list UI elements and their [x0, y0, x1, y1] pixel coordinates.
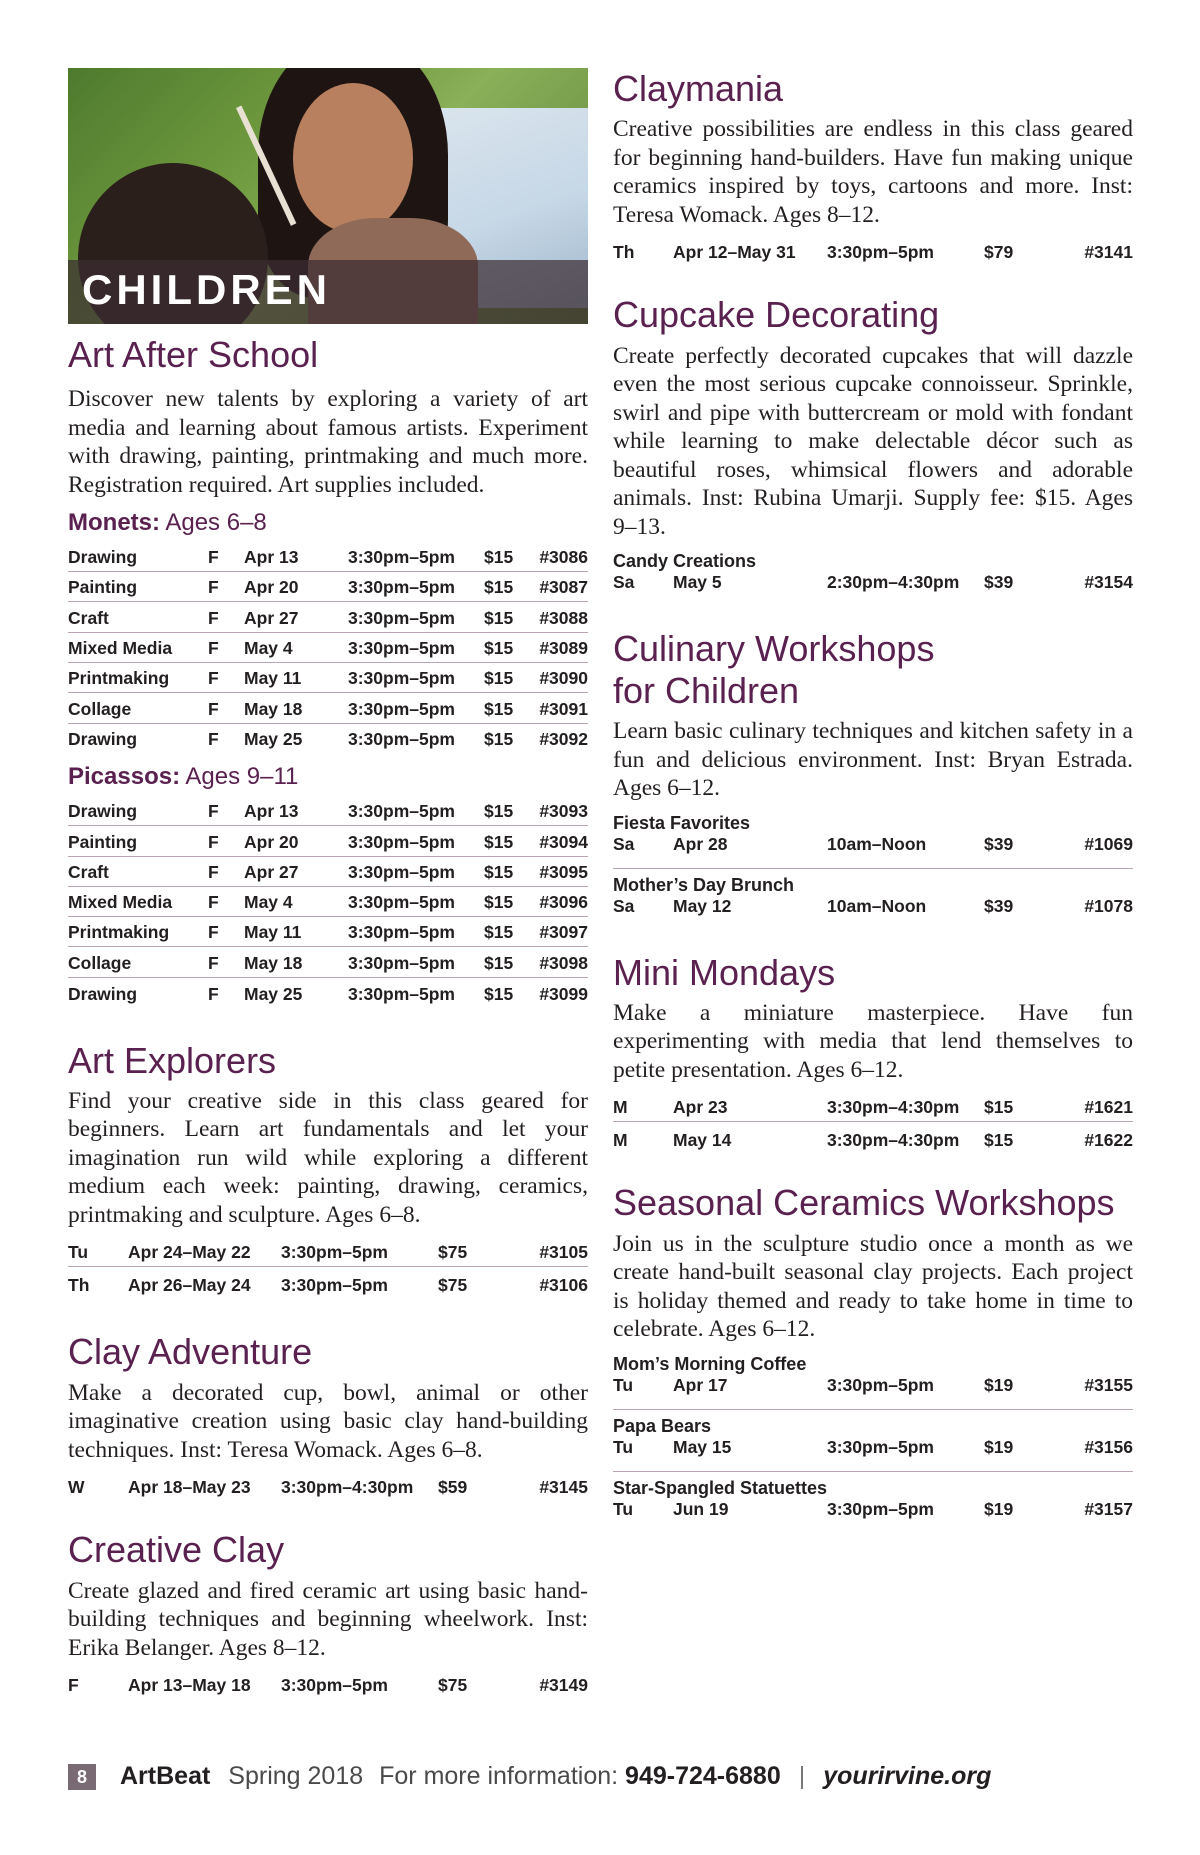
course-number: #3157: [1084, 1498, 1133, 1519]
class-title: Creative Clay: [68, 1529, 285, 1571]
session-fee: $19: [984, 1498, 1014, 1519]
clay-adventure-section: [68, 1331, 588, 1501]
session-fee: $15: [484, 723, 532, 753]
session-day: F: [208, 693, 244, 723]
class-description: Make a miniature masterpiece. Have fun experimenting with media that lend themselves to petite presentation. Ages 6–12.: [613, 999, 1133, 1083]
children-hero-photo: [68, 68, 588, 324]
session-day: F: [68, 1675, 79, 1696]
workshop-schedule: [613, 896, 1133, 920]
course-number: #3149: [539, 1675, 588, 1696]
schedule-row: [613, 834, 1133, 858]
course-number: #3155: [1084, 1374, 1133, 1395]
session-date: Jun 19: [673, 1498, 729, 1519]
session-day: Sa: [613, 833, 635, 854]
session-time: 3:30pm–5pm: [827, 242, 934, 263]
left-column: [68, 68, 588, 1699]
course-number: #1069: [1084, 833, 1133, 854]
session-fee: $15: [484, 947, 532, 977]
claymania-section: [613, 68, 1133, 266]
session-date: Apr 13: [244, 547, 299, 568]
class-description: Join us in the sculpture studio once a month as we create hand-built seasonal clay projects. Each project is holiday themed and ready to take home in time to celebrate. Ages 6–12.: [613, 1230, 1133, 1343]
session-time: 3:30pm–5pm: [827, 1498, 934, 1519]
course-number: #3095: [532, 856, 588, 886]
class-title: Culinary Workshops for Children: [613, 628, 935, 711]
group-heading-picassos: Picassos: Ages 9–11: [68, 763, 299, 791]
session-topic: Mixed Media: [68, 632, 208, 662]
session-fee: $15: [984, 1121, 1070, 1154]
class-description: Creative possibilities are endless in this class geared for beginning hand-builders. Have fun making unique ceramics inspired by toys, cartoons and more. Inst: Teresa Womack. Ages 8–12.: [613, 116, 1133, 228]
schedule-row: [68, 1233, 588, 1266]
session-fee: $59: [438, 1477, 468, 1498]
session-fee: $15: [484, 856, 532, 886]
footer-divider: |: [798, 1762, 806, 1790]
session-day: M: [613, 1121, 673, 1154]
schedule-row: [613, 1121, 1133, 1154]
session-time: 3:30pm–5pm: [827, 1374, 934, 1395]
session-day: F: [208, 977, 244, 1007]
right-column: [613, 68, 1133, 1523]
class-title: Seasonal Ceramics Workshops: [613, 1182, 1115, 1224]
phone-number: 949-724-6880: [625, 1762, 781, 1790]
picassos-schedule-table: [68, 795, 588, 1007]
section-banner-label: CHILDREN: [82, 266, 331, 313]
session-time: 3:30pm–5pm: [348, 856, 484, 886]
session-date: May 11: [244, 663, 348, 693]
session-date: Apr 20: [244, 572, 348, 602]
class-description: Create perfectly decorated cupcakes that will dazzle even the most serious cupcake connoisseur. Sprinkle, swirl and pipe with buttercream or mold with fondant while learning to make delectable décor such as beautiful roses, whimsical flowers and adorable animals. Inst: Rubina Umarji. Supply fee: $15. Ages 9–13.: [613, 342, 1133, 540]
session-fee: $15: [484, 693, 532, 723]
workshop-name: Mom’s Morning Coffee: [613, 1353, 807, 1374]
schedule-row: [68, 541, 588, 571]
session-date: Apr 28: [673, 833, 728, 854]
session-time: 3:30pm–5pm: [281, 1266, 438, 1299]
session-fee: $15: [484, 886, 532, 916]
session-date: Apr 13–May 18: [128, 1675, 251, 1696]
session-fee: $15: [484, 663, 532, 693]
session-topic: Printmaking: [68, 663, 208, 693]
seasonal-entries: [613, 1354, 1133, 1523]
schedule-row: [68, 723, 588, 753]
workshop-schedule: [613, 1375, 1133, 1399]
mini-mondays-schedule-table: [613, 1088, 1133, 1154]
art-after-school-section: [68, 334, 588, 1008]
session-time: 3:30pm–4:30pm: [827, 1121, 984, 1154]
session-time: 2:30pm–4:30pm: [827, 572, 960, 593]
session-day: Tu: [613, 1436, 634, 1457]
course-number: #3141: [1084, 242, 1133, 263]
session-date: May 4: [244, 632, 348, 662]
session-time: 3:30pm–5pm: [348, 801, 455, 822]
course-number: #3105: [539, 1241, 588, 1262]
workshop-name: Fiesta Favorites: [613, 812, 751, 833]
session-date: Apr 24–May 22: [128, 1241, 251, 1262]
course-number: #1078: [1084, 895, 1133, 916]
session-day: F: [208, 917, 244, 947]
session-time: 3:30pm–4:30pm: [827, 1096, 960, 1117]
session-date: May 12: [673, 895, 732, 916]
course-number: #3154: [1084, 572, 1133, 593]
class-description: Learn basic culinary techniques and kitchen safety in a fun and delicious environment. Inst: Bryan Estrada. Ages 6–12.: [613, 718, 1133, 802]
session-time: 3:30pm–5pm: [348, 723, 484, 753]
session-time: 3:30pm–5pm: [348, 977, 484, 1007]
session-day: Th: [613, 242, 635, 263]
session-date: Apr 27: [244, 602, 348, 632]
clay-adventure-schedule-table: [68, 1468, 588, 1501]
session-date: May 11: [244, 917, 348, 947]
schedule-row: [68, 1468, 588, 1501]
session-date: Apr 12–May 31: [673, 242, 796, 263]
session-topic: Collage: [68, 693, 208, 723]
session-date: May 18: [244, 947, 348, 977]
workshop-schedule: [613, 1499, 1133, 1523]
course-number: #3092: [532, 723, 588, 753]
session-time: 3:30pm–5pm: [281, 1241, 388, 1262]
course-number: #3145: [539, 1477, 588, 1498]
schedule-row: [68, 886, 588, 916]
workshop-name: Candy Creations: [613, 551, 757, 572]
session-fee: $19: [984, 1374, 1014, 1395]
course-number: #3091: [532, 693, 588, 723]
art-explorers-schedule-table: [68, 1233, 588, 1299]
group-heading-monets: Monets: Ages 6–8: [68, 509, 267, 537]
publication-name: ArtBeat: [120, 1762, 211, 1790]
session-topic: Drawing: [68, 801, 138, 822]
session-time: 3:30pm–5pm: [348, 917, 484, 947]
creative-clay-section: [68, 1529, 588, 1699]
session-date: Apr 13: [244, 801, 299, 822]
session-day: Tu: [613, 1374, 634, 1395]
class-description: Discover new talents by exploring a variety of art media and learning about famous artists. Experiment with drawing, painting, printmaking and much more. Registration required. Art supplies included.: [68, 386, 588, 498]
website-link[interactable]: yourirvine.org: [823, 1762, 992, 1790]
course-number: #3096: [532, 886, 588, 916]
mini-mondays-section: [613, 952, 1133, 1155]
session-fee: $75: [438, 1241, 468, 1262]
session-fee: $15: [984, 1096, 1014, 1117]
course-number: #3156: [1084, 1436, 1133, 1457]
session-fee: $15: [484, 602, 532, 632]
class-title: Art Explorers: [68, 1039, 277, 1081]
session-date: May 4: [244, 886, 348, 916]
session-time: 3:30pm–5pm: [348, 547, 455, 568]
class-description: Find your creative side in this class geared for beginners. Learn art fundamentals and let your imagination run wild while exploring a different medium each week: painting, drawing, ceramics, printmaking and sculpture. Ages 6–8.: [68, 1087, 588, 1228]
schedule-row: [68, 1666, 588, 1699]
session-day: Sa: [613, 572, 635, 593]
session-date: Apr 26–May 24: [128, 1266, 281, 1299]
session-topic: Printmaking: [68, 917, 208, 947]
creative-clay-schedule-table: [68, 1666, 588, 1699]
session-time: 3:30pm–5pm: [348, 947, 484, 977]
session-fee: $15: [484, 632, 532, 662]
session-day: W: [68, 1477, 85, 1498]
session-day: Tu: [613, 1498, 634, 1519]
session-day: F: [208, 801, 219, 822]
course-number: #3088: [532, 602, 588, 632]
session-day: F: [208, 632, 244, 662]
session-day: F: [208, 826, 244, 856]
session-day: Sa: [613, 895, 635, 916]
schedule-row: [68, 1266, 588, 1299]
culinary-workshops-section: [613, 628, 1133, 919]
session-fee: $39: [984, 895, 1014, 916]
session-fee: $15: [484, 917, 532, 947]
schedule-row: [613, 233, 1133, 266]
monets-schedule-table: [68, 541, 588, 753]
schedule-row: [68, 632, 588, 662]
course-number: #3106: [523, 1266, 588, 1299]
course-number: #1622: [1070, 1121, 1133, 1154]
session-day: F: [208, 723, 244, 753]
session-day: F: [208, 856, 244, 886]
session-topic: Drawing: [68, 723, 208, 753]
session-fee: $19: [984, 1436, 1014, 1457]
course-number: #3094: [532, 826, 588, 856]
class-title: Mini Mondays: [613, 951, 836, 993]
session-date: Apr 20: [244, 826, 348, 856]
session-topic: Collage: [68, 947, 208, 977]
course-number: #3089: [532, 632, 588, 662]
session-time: 3:30pm–5pm: [348, 572, 484, 602]
schedule-row: [68, 856, 588, 886]
session-topic: Craft: [68, 856, 208, 886]
schedule-row: [613, 896, 1133, 920]
session-date: May 18: [244, 693, 348, 723]
schedule-row: [68, 947, 588, 977]
schedule-row: [68, 693, 588, 723]
class-title: Claymania: [613, 68, 784, 109]
schedule-row: [613, 1437, 1133, 1461]
session-date: May 14: [673, 1121, 827, 1154]
session-fee: $39: [984, 833, 1014, 854]
session-day: F: [208, 602, 244, 632]
class-title: Cupcake Decorating: [613, 294, 940, 336]
schedule-row: [613, 1375, 1133, 1399]
claymania-schedule-table: [613, 233, 1133, 266]
culinary-entries: [613, 813, 1133, 920]
session-date: May 25: [244, 723, 348, 753]
session-fee: $15: [484, 572, 532, 602]
cupcake-decorating-section: [613, 294, 1133, 596]
session-time: 3:30pm–5pm: [348, 826, 484, 856]
session-fee: $39: [984, 572, 1014, 593]
session-time: 3:30pm–4:30pm: [281, 1477, 414, 1498]
session-topic: Drawing: [68, 547, 138, 568]
class-description: Make a decorated cup, bowl, animal or other imaginative creation using basic clay hand-building techniques. Inst: Teresa Womack. Ages 6–8.: [68, 1379, 588, 1463]
session-date: May 5: [673, 572, 722, 593]
session-day: M: [613, 1096, 628, 1117]
course-number: #3090: [532, 663, 588, 693]
course-number: #3097: [532, 917, 588, 947]
workshop-schedule: [613, 1437, 1133, 1461]
workshop-schedule: [613, 572, 1133, 596]
course-number: #3098: [532, 947, 588, 977]
workshop-name: Papa Bears: [613, 1409, 1133, 1437]
session-fee: $15: [484, 801, 514, 822]
session-topic: Drawing: [68, 977, 208, 1007]
session-day: F: [208, 572, 244, 602]
season-label: Spring 2018: [228, 1762, 364, 1790]
session-day: Tu: [68, 1241, 89, 1262]
page-number: 8: [68, 1764, 96, 1790]
session-date: Apr 17: [673, 1374, 728, 1395]
workshop-schedule: [613, 834, 1133, 858]
schedule-row: [68, 917, 588, 947]
class-description: Create glazed and fired ceramic art using basic hand-building techniques and beginning wheelwork. Inst: Erika Belanger. Ages 8–12.: [68, 1577, 588, 1661]
session-time: 10am–Noon: [827, 833, 927, 854]
class-title: Art After School: [68, 334, 319, 375]
session-fee: $15: [484, 977, 532, 1007]
session-time: 3:30pm–5pm: [348, 602, 484, 632]
session-date: Apr 23: [673, 1096, 728, 1117]
art-explorers-section: [68, 1040, 588, 1300]
course-number: #3087: [532, 572, 588, 602]
session-day: F: [208, 886, 244, 916]
session-fee: $75: [438, 1675, 468, 1696]
session-time: 3:30pm–5pm: [348, 886, 484, 916]
session-date: Apr 18–May 23: [128, 1477, 251, 1498]
schedule-row: [68, 977, 588, 1007]
schedule-row: [68, 572, 588, 602]
session-fee: $15: [484, 547, 514, 568]
session-day: Th: [68, 1266, 128, 1299]
session-time: 3:30pm–5pm: [281, 1675, 388, 1696]
session-time: 10am–Noon: [827, 895, 927, 916]
schedule-row: [613, 1499, 1133, 1523]
course-number: #3086: [539, 547, 588, 568]
session-topic: Craft: [68, 602, 208, 632]
schedule-row: [68, 663, 588, 693]
schedule-row: [613, 572, 1133, 596]
session-topic: Painting: [68, 826, 208, 856]
workshop-name: Mother’s Day Brunch: [613, 868, 1133, 896]
schedule-row: [68, 795, 588, 825]
more-info-label: For more information:: [379, 1762, 619, 1790]
session-date: May 25: [244, 977, 348, 1007]
session-day: F: [208, 547, 219, 568]
session-day: F: [208, 663, 244, 693]
course-number: #3093: [539, 801, 588, 822]
session-time: 3:30pm–5pm: [348, 663, 484, 693]
session-date: May 15: [673, 1436, 732, 1457]
session-day: F: [208, 947, 244, 977]
page-footer: [68, 1762, 1128, 1798]
session-topic: Painting: [68, 572, 208, 602]
class-title: Clay Adventure: [68, 1331, 313, 1373]
schedule-row: [68, 602, 588, 632]
session-time: 3:30pm–5pm: [827, 1436, 934, 1457]
session-fee: $15: [484, 826, 532, 856]
course-number: #1621: [1084, 1096, 1133, 1117]
session-time: 3:30pm–5pm: [348, 693, 484, 723]
schedule-row: [68, 826, 588, 856]
course-number: #3099: [532, 977, 588, 1007]
session-date: Apr 27: [244, 856, 348, 886]
schedule-row: [613, 1088, 1133, 1121]
session-time: 3:30pm–5pm: [348, 632, 484, 662]
session-fee: $79: [984, 242, 1014, 263]
seasonal-ceramics-section: [613, 1182, 1133, 1522]
workshop-name: Star-Spangled Statuettes: [613, 1471, 1133, 1499]
session-topic: Mixed Media: [68, 886, 208, 916]
session-fee: $75: [438, 1266, 523, 1299]
cupcake-entries: [613, 551, 1133, 596]
